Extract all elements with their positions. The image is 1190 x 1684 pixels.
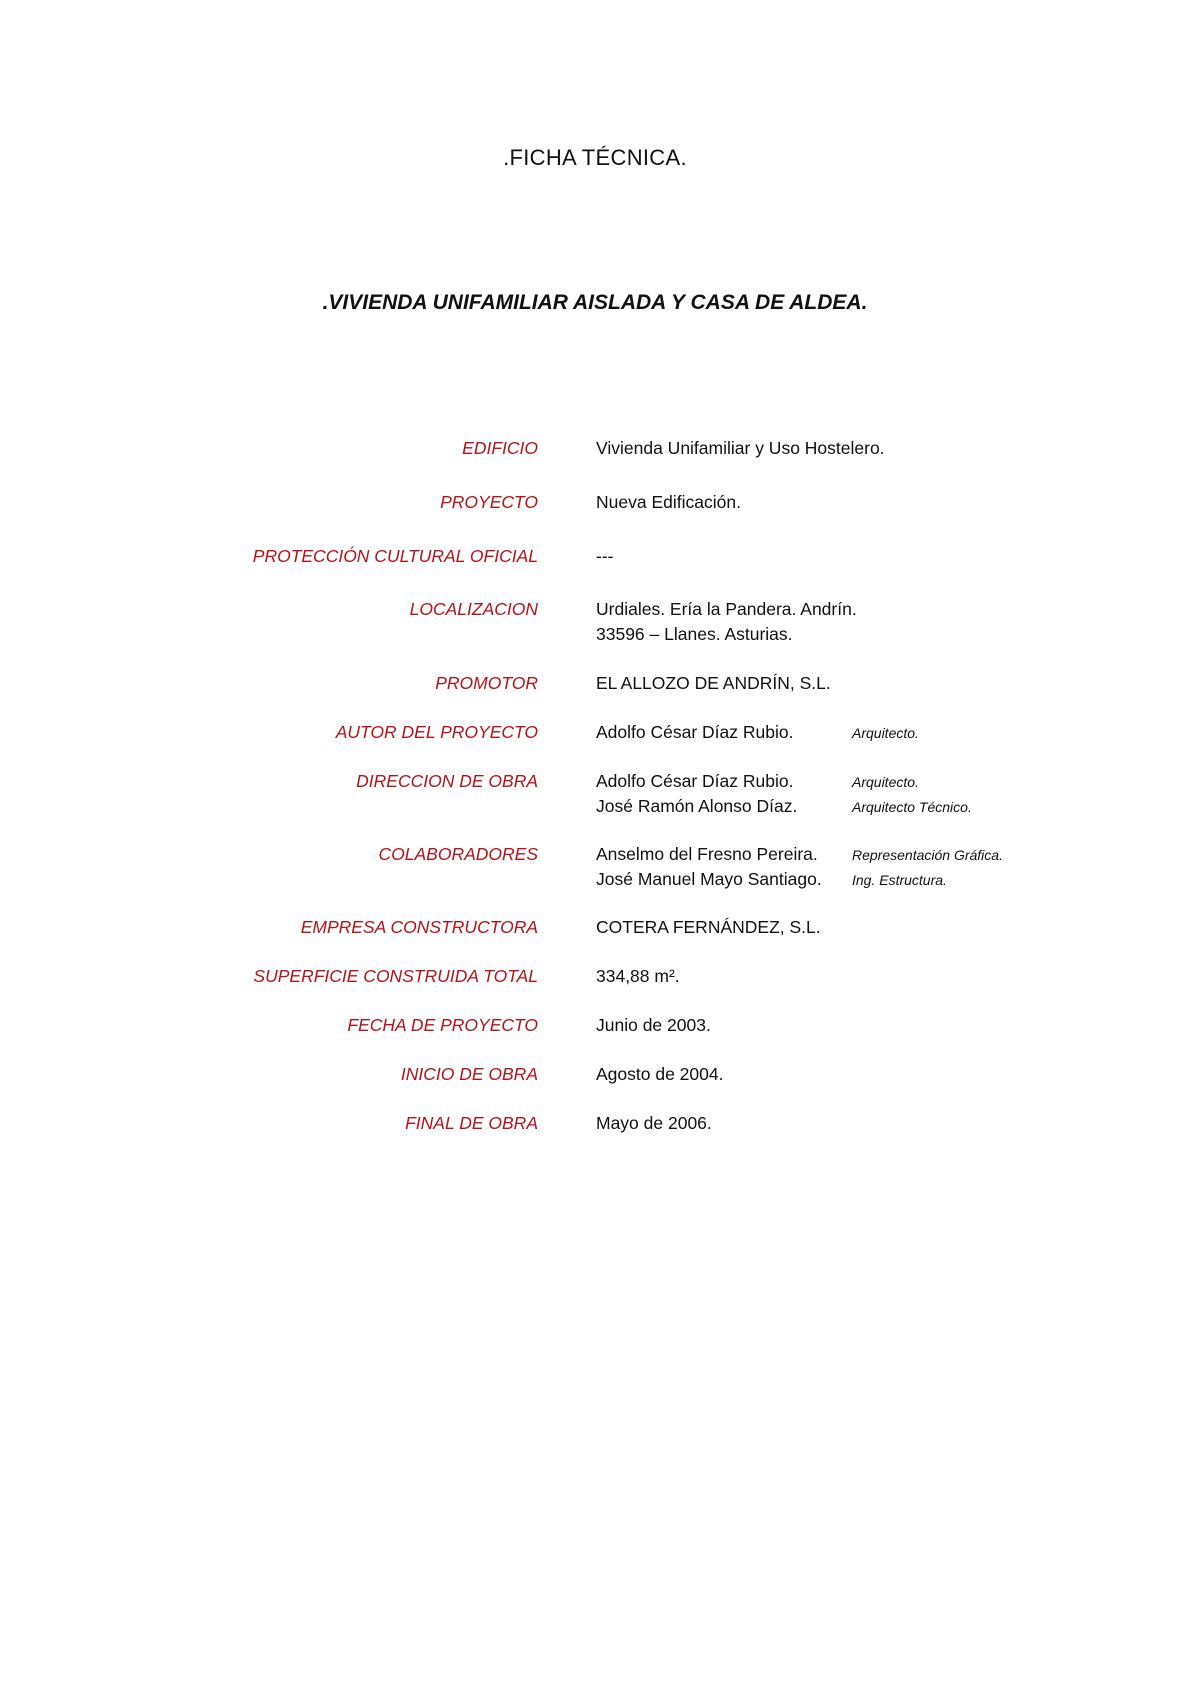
field-value: EL ALLOZO DE ANDRÍN, S.L. — [596, 673, 831, 693]
field-label: EDIFICIO — [462, 438, 538, 458]
field-value: José Ramón Alonso Díaz. — [596, 796, 798, 816]
field-row-inicio-obra — [0, 1062, 1190, 1111]
field-value: Mayo de 2006. — [596, 1113, 712, 1133]
field-value: COTERA FERNÁNDEZ, S.L. — [596, 917, 821, 937]
field-value: Junio de 2003. — [596, 1015, 711, 1035]
field-row-direccion — [0, 769, 1190, 842]
field-label: AUTOR DEL PROYECTO — [335, 722, 538, 742]
field-label: LOCALIZACION — [409, 599, 538, 619]
role-label: Arquitecto Técnico. — [852, 799, 972, 815]
field-label: SUPERFICIE CONSTRUIDA TOTAL — [253, 966, 538, 986]
field-value: Adolfo César Díaz Rubio. — [596, 722, 794, 742]
role-label: Arquitecto. — [852, 725, 919, 741]
field-value: Nueva Edificación. — [596, 492, 741, 512]
role-label: Arquitecto. — [852, 774, 919, 790]
technical-sheet — [0, 436, 1190, 1160]
field-value: Agosto de 2004. — [596, 1064, 724, 1084]
field-label: FECHA DE PROYECTO — [347, 1015, 538, 1035]
role-label: Ing. Estructura. — [852, 872, 947, 888]
field-value: Urdiales. Ería la Pandera. Andrín. — [596, 599, 857, 619]
field-row-final-obra — [0, 1111, 1190, 1160]
field-label: FINAL DE OBRA — [405, 1113, 538, 1133]
role-label: Representación Gráfica. — [852, 847, 1003, 863]
page-title: .FICHA TÉCNICA. — [503, 145, 687, 170]
field-label: COLABORADORES — [378, 844, 538, 864]
field-label: DIRECCION DE OBRA — [356, 771, 538, 791]
field-label: PROTECCIÓN CULTURAL OFICIAL — [252, 546, 538, 566]
field-label: INICIO DE OBRA — [400, 1064, 538, 1084]
field-label: PROYECTO — [440, 492, 538, 512]
field-label: EMPRESA CONSTRUCTORA — [300, 917, 538, 937]
field-row-colaboradores — [0, 842, 1190, 915]
field-value: Adolfo César Díaz Rubio. — [596, 771, 794, 791]
field-value: Vivienda Unifamiliar y Uso Hostelero. — [596, 438, 885, 458]
field-value: José Manuel Mayo Santiago. — [596, 869, 822, 889]
field-row-edificio — [0, 436, 1190, 490]
field-row-autor — [0, 720, 1190, 769]
field-row-proyecto — [0, 490, 1190, 544]
page-subtitle: .VIVIENDA UNIFAMILIAR AISLADA Y CASA DE ALDEA. — [322, 291, 868, 314]
field-value: Anselmo del Fresno Pereira. — [596, 844, 818, 864]
field-row-fecha-proyecto — [0, 1013, 1190, 1062]
field-row-localizacion — [0, 597, 1190, 671]
field-row-promotor — [0, 671, 1190, 720]
field-row-superficie — [0, 964, 1190, 1013]
field-value: --- — [596, 546, 614, 566]
field-value: 33596 – Llanes. Asturias. — [596, 624, 793, 644]
field-row-proteccion — [0, 544, 1190, 597]
field-label: PROMOTOR — [435, 673, 538, 693]
field-row-empresa — [0, 915, 1190, 964]
field-value: 334,88 m². — [596, 966, 680, 986]
